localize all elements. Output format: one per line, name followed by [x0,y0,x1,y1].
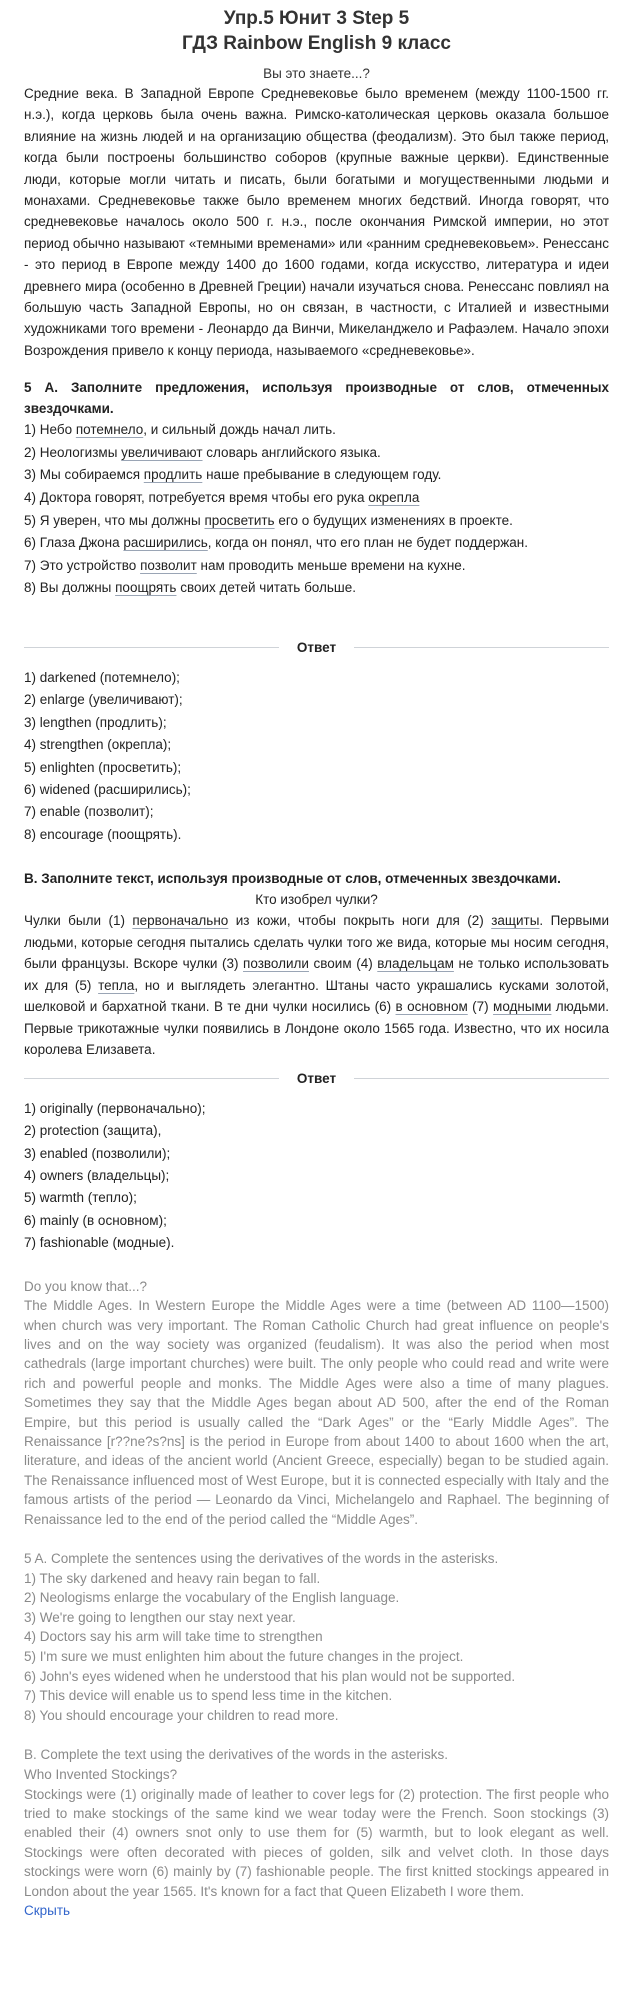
sentence-answer-word: просветить [204,512,275,528]
page-subtitle: ГДЗ Rainbow English 9 класс [182,33,451,54]
sentence-line [24,510,609,533]
english-sentence: 4) Doctors say his arm will take time to strengthen [24,1629,323,1645]
sentence-text: словарь английского языка. [202,444,381,460]
answer-item: 3) enabled (позволили); [24,1145,171,1161]
sentence-answer-word: расширились [123,535,208,551]
answer-divider-b [24,1071,609,1086]
sentence-line [24,555,609,578]
answers-b-list [24,1098,609,1255]
task-b-subtitle: Кто изобрел чулки? [255,892,378,908]
answer-label: Ответ [296,1070,337,1086]
sentence-text: нам проводить меньше времени на кухне. [196,557,466,573]
answer-item: 6) mainly (в основном); [24,1212,167,1228]
english-sentence: 2) Neologisms enlarge the vocabulary of the English language. [24,1590,400,1606]
sentence-text: 4) Доктора говорят, потребуется время чтобы его рука [24,490,369,506]
sentence-text: 3) Мы собираемся [24,467,144,483]
text-segment: Чулки были (1) [24,913,133,929]
answer-label: Ответ [296,640,337,656]
sentence-text: 2) Неологизмы [24,444,122,460]
text-answer-word: тепла [98,977,135,993]
text-answer-word: позволили [243,956,309,972]
sentence-line [24,487,609,510]
english-original [24,1277,609,1901]
english-sentence: 8) You should encourage your children to read more. [24,1707,339,1723]
sentence-text: , когда он понял, что его план не будет поддержан. [207,535,528,551]
answer-item: 7) enable (позволит); [24,804,154,820]
answer-item: 1) darkened (потемнело); [24,670,180,686]
task-b-text [24,910,609,1061]
text-segment: не только использовать их для (5) [24,956,609,993]
task-b-heading: B. Заполните текст, используя производные от слов, отмеченных звездочками. [24,871,561,887]
text-answer-word: владельцам [377,956,454,972]
sentence-answer-word: поощрять [115,580,177,596]
sentence-answer-word: потемнело [75,422,144,438]
divider-line [24,1078,279,1079]
english-sentence: 7) This device will enable us to spend less time in the kitchen. [24,1688,393,1704]
answer-item: 2) protection (защита), [24,1123,162,1139]
sentence-line [24,464,609,487]
sentence-answer-word: окрепла [368,490,420,506]
did-you-know-heading: Вы это знаете...? [263,66,370,81]
english-dyk-heading: Do you know that...? [24,1278,148,1294]
sentence-answer-word: позволит [140,557,197,573]
answer-divider-a [24,640,609,655]
answers-a-list [24,667,609,846]
page-title: Упр.5 Юнит 3 Step 5 [223,8,410,29]
answer-item: 7) fashionable (модные). [24,1235,175,1251]
answer-item: 8) encourage (поощрять). [24,826,182,842]
sentence-text: его о будущих изменениях в проекте. [274,512,513,528]
sentence-line [24,577,609,600]
english-b-subtitle: Who Invented Stockings? [24,1767,178,1783]
text-segment: . Первыми людьми, которые сегодня пытались сделать чулки того же вида, которые мы носим сегодня, были французы. Вскоре чулки (3) [24,913,609,972]
divider-line [354,647,609,648]
text-answer-word: модными [493,999,552,1015]
divider-line [354,1078,609,1079]
text-segment: (7) [467,999,494,1015]
sentence-text: своих детей читать больше. [176,580,357,596]
sentence-text: , и сильный дождь начал лить. [143,422,336,438]
answer-item: 4) strengthen (окрепла); [24,737,172,753]
answer-item: 3) lengthen (продлить); [24,714,167,730]
answer-item: 6) widened (расширились); [24,782,191,798]
text-segment: своим (4) [308,956,378,972]
text-segment: , но и выглядеть элегантно. Штаны часто украшались кусками золотой, шелковой и бархатной ткани. В те дни чулки носились (6) [24,977,609,1015]
text-segment: людьми. Первые трикотажные чулки появились в Лондоне около 1565 года. Известно, что их носила королева Елизавета. [24,999,609,1058]
task-a-sentences [24,419,609,600]
english-a-lines [24,1569,609,1726]
text-answer-word: первоначально [132,913,229,929]
sentence-text: 1) Небо [24,422,76,438]
sentence-line [24,419,609,442]
answer-item: 4) owners (владельцы); [24,1168,170,1183]
english-b-heading: B. Complete the text using the derivatives of the words in the asterisks. [24,1747,448,1763]
english-sentence: 5) I'm sure we must enlighten him about the future changes in the project. [24,1649,464,1665]
sentence-text: 6) Глаза Джона [24,535,124,551]
english-dyk-text: The Middle Ages. In Western Europe the Middle Ages were a time (between AD 1100—1500) when church was very important. The Roman Catholic Church had great influence on people's lives and on the way society was organized (feudalism). It was also the period when most cathedrals (large important churches) were built. The only people who could read and write were rich and powerful people and monks. The Middle Ages were also a time of many plagues. Sometimes they say that the Middle Ages began about AD 500, after the end of the Roman Empire, but this period is usually called the “Dark Ages” or the “Early Middle Ages”. The Renaissance [r??ne?s?ns] is the period in Europe from about 1400 to about 1600 when the art, literature, and ideas of the ancient world (Ancient Greece, especially) began to be studied again. The Renaissance influenced most of West Europe, but it is connected especially with Italy and the famous artists of the period — Leonardo da Vinci, Michelangelo and Raphael. The beginning of Renaissance led to the end of the period called the “Middle Ages”. [24,1298,609,1527]
sentence-text: наше пребывание в следующем году. [202,467,442,483]
task-a-heading: 5 А. Заполните предложения, используя производные от слов, отмеченных звездочками. [24,380,609,417]
text-answer-word: защиты [491,913,540,929]
sentence-line [24,532,609,555]
sentence-text: 7) Это устройство [24,557,141,573]
text-answer-word: в основном [395,999,468,1015]
hide-link[interactable]: Скрыть [24,1903,71,1919]
sentence-line [24,442,609,465]
sentence-answer-word: продлить [143,467,203,483]
answer-item: 2) enlarge (увеличивают); [24,692,183,708]
english-b-text: Stockings were (1) originally made of leather to cover legs for (2) protection. The first people who tried to make stockings of the same kind we wear today were the French. Soon stockings (3) enabled their (4) owners snot only to use them for (5) warmth, but to look elegant as well. Stockings were often decorated with pieces of golden, silk and velvet cloth. In those days stockings were worn (6) mainly by (7) fashionable people. The first knitted stockings appeared in London about the year 1565. It's known for a fact that Queen Elizabeth I wore them. [24,1786,609,1899]
answer-item: 5) enlighten (просветить); [24,759,182,775]
answer-item: 1) originally (первоначально); [24,1100,206,1116]
sentence-text: 5) Я уверен, что мы должны [24,512,205,528]
english-sentence: 6) John's eyes widened when he understood that his plan would not be supported. [24,1668,516,1684]
english-sentence: 1) The sky darkened and heavy rain began to fall. [24,1570,321,1586]
text-segment: из кожи, чтобы покрыть ноги для (2) [228,913,492,929]
divider-line [24,647,279,648]
english-a-heading: 5 A. Complete the sentences using the derivatives of the words in the asterisks. [24,1551,499,1567]
sentence-text: 8) Вы должны [24,580,116,596]
did-you-know-text: Средние века. В Западной Европе Средневековье было временем (между 1100-1500 гг. н.э.), когда церковь была очень важна. Римско-католическая церковь оказала большое влияние на жизнь людей и на организацию общества (феодализм). Это был также период, когда были построены большинство соборов (крупные важные церкви). Единственные люди, которые могли читать и писать, были богатыми и могущественными людьми и монахами. Средневековье также было временем многих бедствий. Иногда говорят, что средневековье началось около 500 г. н.э., после окончания Римской империи, но этот период обычно называют «темными временами» или «ранним средневековьем». Ренессанс - это период в Европе между 1400 до 1600 годами, когда искусство, литература и идеи древнего мира (особенно в Древней Греции) начали изучаться снова. Ренессанс повлиял на большую часть Западной Европы, но он связан, в частности, с Италией и известными художниками того времени - Леонардо да Винчи, Микеланджело и Рафаэлем. Начало эпохи Возрождения привело к концу периода, называемого «средневековье». [24,86,609,358]
sentence-answer-word: увеличивают [121,444,203,460]
answer-item: 5) warmth (тепло); [24,1190,137,1206]
english-sentence: 3) We're going to lengthen our stay next year. [24,1609,296,1625]
